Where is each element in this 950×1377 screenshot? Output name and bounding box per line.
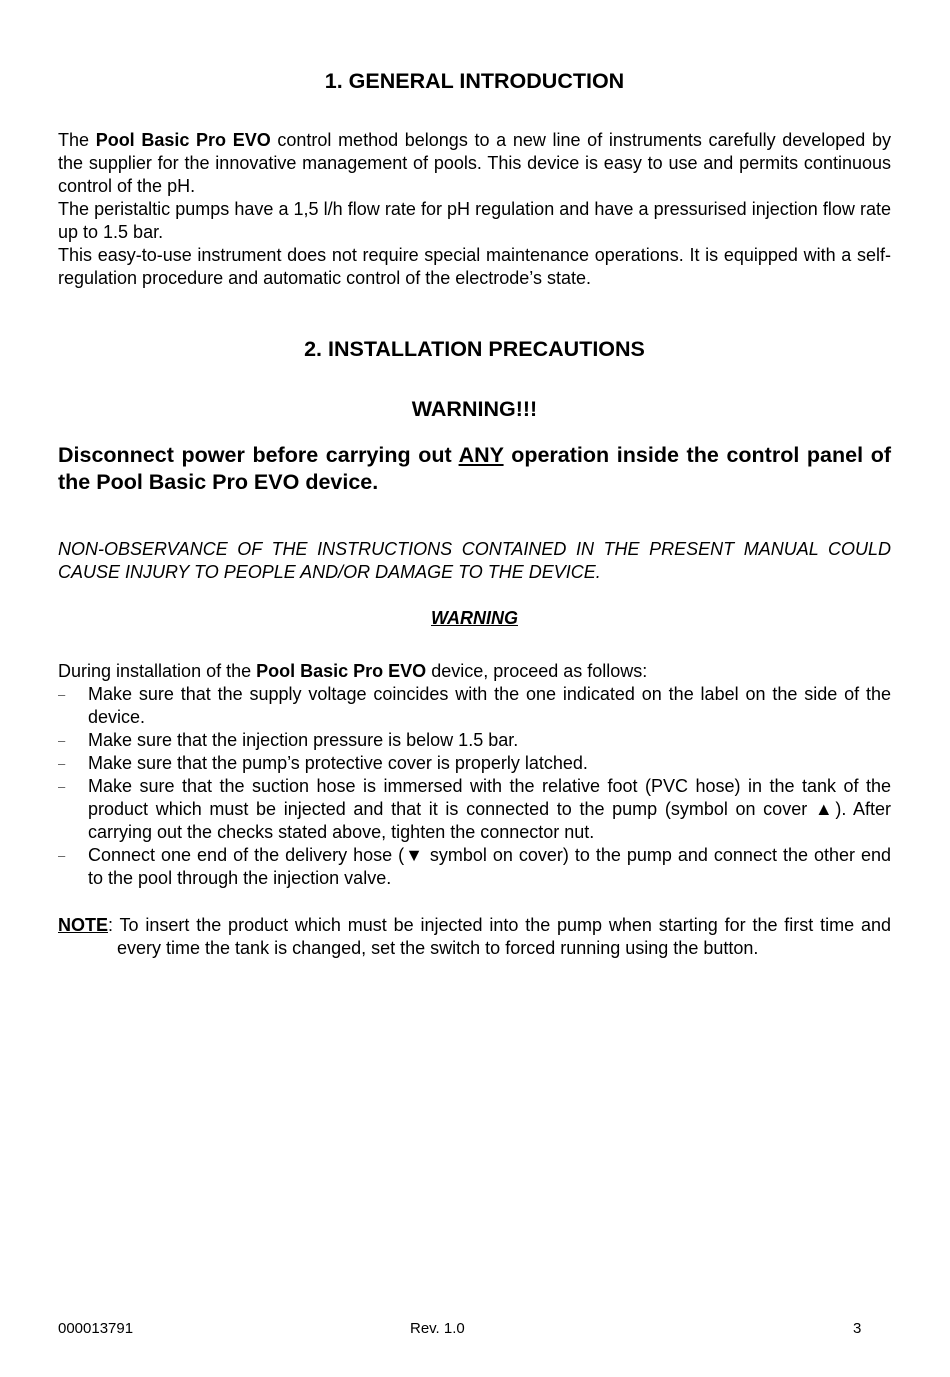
list-item bbox=[58, 729, 891, 752]
disconnect-warning bbox=[58, 442, 891, 496]
list-item bbox=[58, 775, 891, 844]
step-text: Make sure that the suction hose is immersed with the relative foot (PVC hose) in the tank of the product which must be injected and that it is connected to the pump (symbol on cover ▲). After carrying out the checks stated above, tighten the connector nut. bbox=[88, 776, 891, 842]
footer-doc-number: 000013791 bbox=[58, 1320, 134, 1337]
dash-bullet: – bbox=[58, 756, 66, 771]
installation-intro-post: device, proceed as follows: bbox=[426, 661, 648, 681]
step-text: Make sure that the pump’s protective cover is properly latched. bbox=[88, 753, 588, 773]
list-item bbox=[58, 683, 891, 729]
note-text: : To insert the product which must be injected into the pump when starting for the first time and every time the tank is changed, set the switch to forced running using the button. bbox=[108, 915, 891, 958]
dash-bullet: – bbox=[58, 733, 66, 748]
installation-intro-pre: During installation of the bbox=[58, 661, 257, 681]
warning-heading: WARNING!!! bbox=[411, 397, 538, 421]
step-text: Make sure that the injection pressure is below 1.5 bar. bbox=[88, 730, 519, 750]
product-name-2: Pool Basic Pro EVO bbox=[256, 661, 427, 681]
footer-revision: Rev. 1.0 bbox=[410, 1320, 465, 1337]
footer-page-number: 3 bbox=[853, 1320, 862, 1337]
disconnect-pre: Disconnect power before carrying out bbox=[58, 443, 459, 467]
warning-subheading: WARNING bbox=[431, 608, 518, 628]
installation-intro bbox=[58, 660, 891, 683]
note-body bbox=[58, 914, 891, 960]
section-2-title: 2. INSTALLATION PRECAUTIONS bbox=[304, 337, 645, 361]
list-item bbox=[58, 752, 891, 775]
note-label: NOTE bbox=[58, 915, 109, 935]
non-observance-notice: NON-OBSERVANCE OF THE INSTRUCTIONS CONTAINED IN THE PRESENT MANUAL COULD CAUSE INJURY TO PEOPLE AND/OR DAMAGE TO THE DEVICE. bbox=[58, 539, 891, 582]
step-text: Connect one end of the delivery hose (▼ symbol on cover) to the pump and connect the other end to the pool through the injection valve. bbox=[88, 845, 891, 888]
installation-steps bbox=[58, 683, 891, 890]
product-name: Pool Basic Pro EVO bbox=[95, 130, 271, 150]
intro-p1-post: control method belongs to a new line of instruments carefully developed by the supplier for the innovative management of pools. This device is easy to use and permits continuous control of the pH. bbox=[58, 130, 891, 196]
intro-paragraph-2: The peristaltic pumps have a 1,5 l/h flow rate for pH regulation and have a pressurised injection flow rate up to 1.5 bar. bbox=[58, 199, 891, 242]
disconnect-any: ANY bbox=[458, 443, 504, 467]
step-text: Make sure that the supply voltage coincides with the one indicated on the label on the side of the device. bbox=[88, 684, 891, 727]
intro-paragraph-3: This easy-to-use instrument does not require special maintenance operations. It is equipped with a self-regulation procedure and automatic control of the electrode’s state. bbox=[58, 245, 891, 288]
list-item bbox=[58, 844, 891, 890]
dash-bullet: – bbox=[58, 687, 66, 702]
intro-p1-pre: The bbox=[58, 130, 96, 150]
disconnect-post: operation inside the control panel of the Pool Basic Pro EVO device. bbox=[58, 443, 892, 494]
dash-bullet: – bbox=[58, 848, 66, 863]
intro-paragraph-1 bbox=[58, 129, 891, 198]
note-paragraph bbox=[58, 914, 891, 960]
dash-bullet: – bbox=[58, 779, 66, 794]
section-1-title: 1. GENERAL INTRODUCTION bbox=[324, 69, 625, 93]
